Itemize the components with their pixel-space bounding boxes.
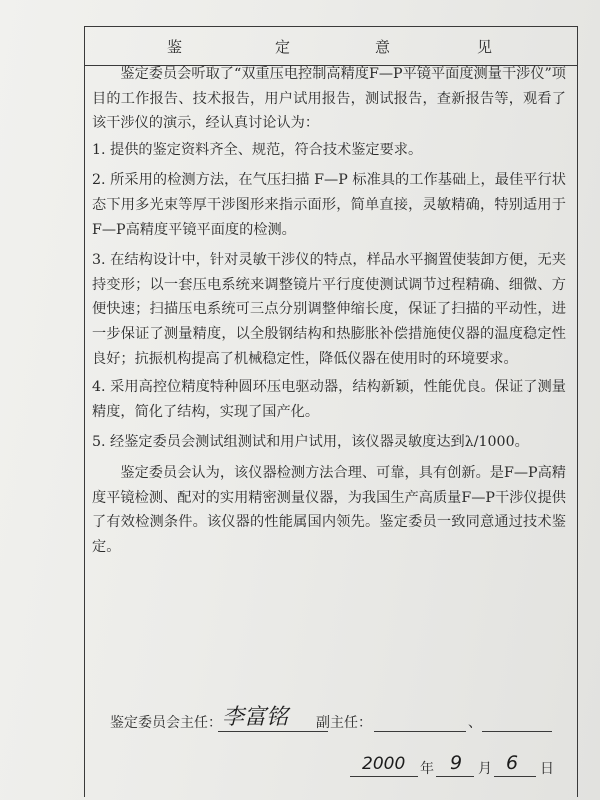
chair-signature-line <box>218 731 328 732</box>
chair-signature: 李富铭 <box>222 705 289 730</box>
day-line <box>494 776 536 777</box>
date-month: 9 <box>450 752 463 774</box>
header-char-4: 见 <box>477 38 494 56</box>
year-line <box>350 776 418 777</box>
chair-label: 鉴定委员会主任： <box>110 715 222 731</box>
month-line <box>436 776 474 777</box>
date-year-unit: 年 <box>420 761 434 777</box>
paragraph-item-5: 5. 经鉴定委员会测试组测试和用户试用，该仪器灵敏度达到λ/1000。 <box>92 434 529 451</box>
date-month-unit: 月 <box>478 761 492 777</box>
vice-chair-label: 副主任： <box>316 715 372 731</box>
paragraph-item-4: 4. 采用高控位精度特种圆环压电驱动器，结构新颖，性能优良。保证了测量精度，简化了结构，实现了国产化。 <box>92 379 566 420</box>
paragraph-item-1: 1. 提供的鉴定资料齐全、规范，符合技术鉴定要求。 <box>92 141 423 158</box>
signature-separator: 、 <box>468 715 482 731</box>
paragraph-conclusion: 鉴定委员会认为，该仪器检测方法合理、可靠，具有创新。是F—P高精度平镜检测、配对的实用精密测量仪器，为我国生产高质量F—P干涉仪提供了有效检测条件。该仪器的性能属国内领先。鉴定委员一致同意通过技术鉴定。 <box>92 464 566 555</box>
form-header <box>85 27 577 66</box>
header-char-3: 意 <box>375 38 392 56</box>
date-day: 6 <box>506 752 519 774</box>
date-year: 2000 <box>362 754 406 774</box>
paragraph-item-3: 3. 在结构设计中，针对灵敏干涉仪的特点，样品水平搁置使装卸方便，无夹持变形；以一套压电系统来调整镜片平行度使测试调节过程精确、细微、方便快速；扫描压电系统可三点分别调整伸缩长度，保证了扫描的平动性，进一步保证了测量精度，以全殷钢结构和热膨胀补偿措施使仪器的温度稳定性良好；抗振机构提高了机械稳定性，降低仪器在使用时的环境要求。 <box>92 252 566 367</box>
vice-signature-line-1 <box>374 731 466 732</box>
vice-signature-line-2 <box>482 731 552 732</box>
opinion-body <box>92 62 566 559</box>
header-char-1: 鉴 <box>167 38 184 56</box>
paragraph-intro: 鉴定委员会听取了“双重压电控制高精度F—P平镜平面度测量干涉仪”项目的工作报告、技术报告，用户试用报告，测试报告，查新报告等，观看了该干涉仪的演示，经认真讨论认为： <box>92 66 566 132</box>
date-day-unit: 日 <box>540 761 554 777</box>
header-char-2: 定 <box>275 38 292 56</box>
paragraph-item-2: 2. 所采用的检测方法，在气压扫描 F—P 标准具的工作基础上，最佳平行状态下用多光束等厚干涉图形来指示面形，简单直接，灵敏精确，特别适用于F—P高精度平镜平面度的检测。 <box>92 172 566 238</box>
